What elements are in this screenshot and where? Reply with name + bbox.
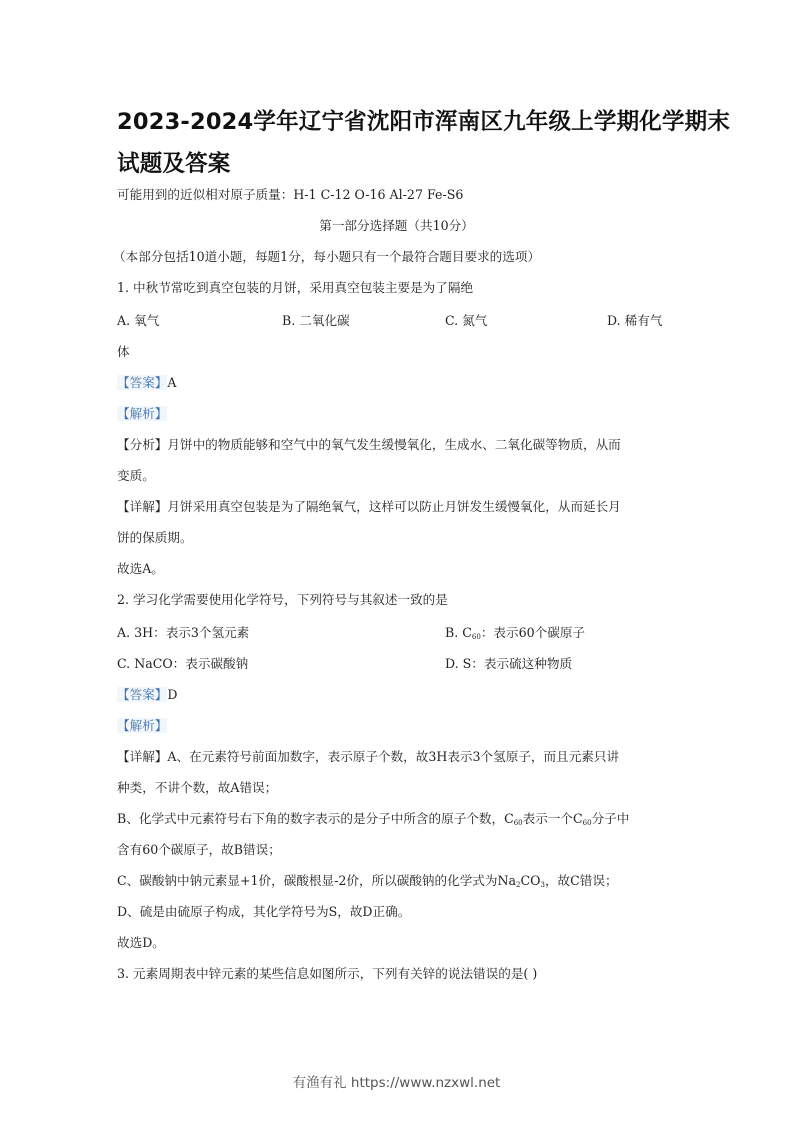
q1-breakdown-line1 <box>117 437 621 453</box>
q2-option-c: C. NaCO：表示碳酸钠 <box>117 656 249 671</box>
q2-detail-a2: 种类，不讲个数，故A错误； <box>117 780 278 795</box>
q2-option-a: A. 3H：表示3个氢元素 <box>117 625 250 640</box>
q2-option-d: D. S：表示硫这种物质 <box>445 656 573 671</box>
q2-detail-c-pre: C、碳酸钠中钠元素显+1价，碳酸根显-2价，所以碳酸钠的化学式为Na <box>117 873 517 888</box>
question-1-stem: 1. 中秋节常吃到真空包装的月饼，采用真空包装主要是为了隔绝 <box>117 280 474 295</box>
q2-detail-b-post: 分子中 <box>591 811 630 826</box>
q2-answer <box>117 687 177 703</box>
answer-label: 【答案】 <box>117 687 168 702</box>
q1-answer-value: A <box>167 375 177 390</box>
q2-detail-b-mid: 表示一个C <box>522 811 583 826</box>
section-header: 第一部分选择题（共10分） <box>319 218 474 233</box>
q2-option-b <box>445 625 585 645</box>
q1-option-b: B. 二氧化碳 <box>282 313 350 328</box>
analysis-label: 【解析】 <box>117 718 168 733</box>
q2-detail-d: D、硫是由硫原子构成，其化学符号为S，故D正确。 <box>117 904 411 919</box>
q2-option-b-symbol: B. C <box>445 625 472 640</box>
q2-detail-c-post: ，故C错误； <box>544 873 618 888</box>
q1-option-a: A. 氧气 <box>117 313 160 328</box>
breakdown-label: 【分析】 <box>117 437 168 452</box>
q1-option-d-wrap: 体 <box>117 344 130 359</box>
q2-option-b-text: ：表示60个碳原子 <box>480 625 586 640</box>
detail-label: 【详解】 <box>117 499 168 514</box>
q2-detail-c <box>117 873 618 893</box>
answer-label: 【答案】 <box>117 375 168 390</box>
q1-option-d: D. 稀有气 <box>607 313 663 328</box>
q1-detail-line1 <box>117 499 621 515</box>
q1-detail-line2: 饼的保质期。 <box>117 530 193 545</box>
analysis-label: 【解析】 <box>117 406 168 421</box>
document-title-line1: 2023-2024学年辽宁省沈阳市浑南区九年级上学期化学期末 <box>117 109 731 135</box>
q2-detail-b2: 含有60个碳原子，故B错误； <box>117 842 281 857</box>
q2-detail-b-pre: B、化学式中元素符号右下角的数字表示的是分子中所含的原子个数，C <box>117 811 514 826</box>
question-2-stem: 2. 学习化学需要使用化学符号，下列符号与其叙述一致的是 <box>117 592 448 607</box>
q1-answer <box>117 375 176 391</box>
c60-subscript: 60 <box>513 819 523 827</box>
q2-answer-value: D <box>167 687 178 702</box>
q2-detail-a1 <box>117 749 619 765</box>
q2-detail-b1 <box>117 811 629 831</box>
na2-subscript: 2 <box>516 881 521 889</box>
atomic-masses: 可能用到的近似相对原子质量：H-1 C-12 O-16 Al-27 Fe-S6 <box>117 187 464 202</box>
detail-label: 【详解】 <box>117 749 168 764</box>
q2-option-b-subscript: 60 <box>471 633 481 641</box>
question-3-stem: 3. 元素周期表中锌元素的某些信息如图所示，下列有关锌的说法错误的是( ) <box>117 966 538 981</box>
q1-breakdown-line2: 变质。 <box>117 468 155 483</box>
section-note: （本部分包括10道小题，每题1分，每小题只有一个最符合题目要求的选项） <box>113 249 541 264</box>
q1-conclusion: 故选A。 <box>117 561 164 576</box>
c60-subscript: 60 <box>582 819 592 827</box>
q2-conclusion: 故选D。 <box>117 935 165 950</box>
footer-watermark: 有渔有礼 https://www.nzxwl.net <box>292 1075 501 1091</box>
q1-analysis-label <box>117 406 167 422</box>
q1-breakdown-text: 月饼中的物质能够和空气中的氧气发生缓慢氧化，生成水、二氧化碳等物质，从而 <box>167 437 621 452</box>
document-title-line2: 试题及答案 <box>117 151 231 177</box>
q2-detail-c-mid: CO <box>520 873 541 888</box>
q2-detail-a-text: A、在元素符号前面加数字，表示原子个数，故3H表示3个氢原子，而且元素只讲 <box>167 749 620 764</box>
q1-option-c: C. 氮气 <box>445 313 488 328</box>
q1-detail-text: 月饼采用真空包装是为了隔绝氧气，这样可以防止月饼发生缓慢氧化，从而延长月 <box>167 499 621 514</box>
q2-analysis-label <box>117 718 167 734</box>
co3-subscript: 3 <box>540 881 545 889</box>
